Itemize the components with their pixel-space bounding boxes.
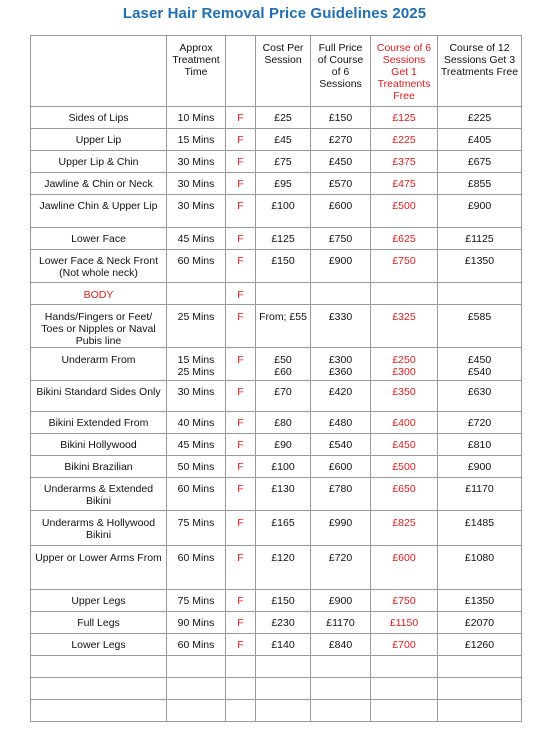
cell-cost <box>256 656 311 678</box>
cell-time: 60 Mins <box>167 478 226 511</box>
table-row <box>31 195 522 228</box>
cell-course-12: £1170 <box>438 478 522 511</box>
cell-area: Jawline Chin & Upper Lip <box>31 195 167 228</box>
cell-area: Lower Face & Neck Front (Not whole neck) <box>31 250 167 283</box>
cell-full-price: £900 <box>311 590 371 612</box>
cell-course-6: £450 <box>371 434 438 456</box>
cell-flag: F <box>226 546 256 590</box>
cell-time: 30 Mins <box>167 381 226 412</box>
cell-course-6: £700 <box>371 634 438 656</box>
table-row <box>31 412 522 434</box>
cell-full-price: £300 £360 <box>311 348 371 381</box>
cell-flag: F <box>226 305 256 348</box>
cell-course-6: £500 <box>371 195 438 228</box>
cell-course-6: £650 <box>371 478 438 511</box>
cell-cost: £80 <box>256 412 311 434</box>
header-area <box>31 36 167 107</box>
cell-cost: £50 £60 <box>256 348 311 381</box>
cell-course-6: £500 <box>371 456 438 478</box>
cell-flag <box>226 678 256 700</box>
cell-time: 60 Mins <box>167 634 226 656</box>
cell-course-12: £1260 <box>438 634 522 656</box>
header-flag <box>226 36 256 107</box>
cell-full-price: £990 <box>311 511 371 546</box>
cell-time <box>167 700 226 722</box>
cell-full-price: £450 <box>311 151 371 173</box>
header-cost: Cost Per Session <box>256 36 311 107</box>
cell-course-12: £900 <box>438 456 522 478</box>
cell-time: 75 Mins <box>167 511 226 546</box>
cell-full-price: £1170 <box>311 612 371 634</box>
cell-course-6: £750 <box>371 590 438 612</box>
cell-full-price <box>311 656 371 678</box>
cell-cost <box>256 700 311 722</box>
cell-area <box>31 700 167 722</box>
cell-area: Bikini Brazilian <box>31 456 167 478</box>
cell-course-12: £630 <box>438 381 522 412</box>
cell-time: 75 Mins <box>167 590 226 612</box>
cell-time: 50 Mins <box>167 456 226 478</box>
cell-full-price: £540 <box>311 434 371 456</box>
table-row <box>31 634 522 656</box>
cell-area: Lower Legs <box>31 634 167 656</box>
header-course-12: Course of 12 Sessions Get 3 Treatments Free <box>438 36 522 107</box>
page-title: Laser Hair Removal Price Guidelines 2025 <box>122 5 427 22</box>
cell-course-6 <box>371 700 438 722</box>
cell-course-12: £720 <box>438 412 522 434</box>
cell-course-6 <box>371 283 438 305</box>
cell-course-12: £450 £540 <box>438 348 522 381</box>
cell-course-12: £1350 <box>438 590 522 612</box>
cell-course-12: £855 <box>438 173 522 195</box>
cell-cost: £165 <box>256 511 311 546</box>
cell-flag: F <box>226 173 256 195</box>
cell-full-price: £150 <box>311 107 371 129</box>
cell-area: Underarm From <box>31 348 167 381</box>
cell-cost: £140 <box>256 634 311 656</box>
cell-time: 60 Mins <box>167 250 226 283</box>
cell-cost: £150 <box>256 250 311 283</box>
cell-full-price: £420 <box>311 381 371 412</box>
cell-cost: £90 <box>256 434 311 456</box>
cell-course-12: £1125 <box>438 228 522 250</box>
cell-area: Lower Face <box>31 228 167 250</box>
table-row <box>31 151 522 173</box>
cell-flag <box>226 700 256 722</box>
cell-time: 10 Mins <box>167 107 226 129</box>
table-row <box>31 656 522 678</box>
cell-full-price: £480 <box>311 412 371 434</box>
cell-area: Underarms & Extended Bikini <box>31 478 167 511</box>
cell-course-6 <box>371 678 438 700</box>
cell-course-6: £250 £300 <box>371 348 438 381</box>
cell-area: Full Legs <box>31 612 167 634</box>
cell-area: Jawline & Chin or Neck <box>31 173 167 195</box>
cell-area: Bikini Hollywood <box>31 434 167 456</box>
cell-course-6: £350 <box>371 381 438 412</box>
table-row <box>31 348 522 381</box>
cell-time: 40 Mins <box>167 412 226 434</box>
cell-flag: F <box>226 612 256 634</box>
table-row <box>31 107 522 129</box>
cell-area: Underarms & Hollywood Bikini <box>31 511 167 546</box>
cell-course-6: £125 <box>371 107 438 129</box>
cell-course-6: £625 <box>371 228 438 250</box>
cell-area: Sides of Lips <box>31 107 167 129</box>
cell-course-12 <box>438 656 522 678</box>
cell-cost <box>256 678 311 700</box>
cell-full-price: £720 <box>311 546 371 590</box>
cell-cost: £100 <box>256 456 311 478</box>
cell-time <box>167 656 226 678</box>
table-row <box>31 456 522 478</box>
cell-cost: £150 <box>256 590 311 612</box>
cell-flag <box>226 656 256 678</box>
cell-flag: F <box>226 250 256 283</box>
cell-area: BODY <box>31 283 167 305</box>
table-row <box>31 434 522 456</box>
cell-area: Upper Lip & Chin <box>31 151 167 173</box>
cell-cost: £70 <box>256 381 311 412</box>
cell-area: Upper Legs <box>31 590 167 612</box>
cell-area: Upper Lip <box>31 129 167 151</box>
cell-flag: F <box>226 381 256 412</box>
cell-cost: £120 <box>256 546 311 590</box>
table-row <box>31 381 522 412</box>
table-row <box>31 612 522 634</box>
cell-flag: F <box>226 634 256 656</box>
table-row <box>31 590 522 612</box>
cell-cost: £75 <box>256 151 311 173</box>
cell-flag: F <box>226 107 256 129</box>
table-row <box>31 700 522 722</box>
cell-flag: F <box>226 228 256 250</box>
cell-course-6: £400 <box>371 412 438 434</box>
cell-area: Upper or Lower Arms From <box>31 546 167 590</box>
cell-time: 15 Mins <box>167 129 226 151</box>
cell-course-12: £810 <box>438 434 522 456</box>
cell-course-12: £2070 <box>438 612 522 634</box>
cell-full-price: £750 <box>311 228 371 250</box>
cell-flag: F <box>226 456 256 478</box>
cell-flag: F <box>226 129 256 151</box>
table-row <box>31 283 522 305</box>
cell-area: Bikini Standard Sides Only <box>31 381 167 412</box>
cell-flag: F <box>226 511 256 546</box>
cell-cost: £95 <box>256 173 311 195</box>
cell-flag: F <box>226 283 256 305</box>
cell-time: 90 Mins <box>167 612 226 634</box>
table-row <box>31 173 522 195</box>
cell-full-price <box>311 700 371 722</box>
cell-time: 15 Mins 25 Mins <box>167 348 226 381</box>
cell-course-12 <box>438 283 522 305</box>
cell-time <box>167 678 226 700</box>
cell-course-12: £900 <box>438 195 522 228</box>
cell-time: 30 Mins <box>167 195 226 228</box>
table-header-row <box>31 36 522 107</box>
cell-time: 30 Mins <box>167 173 226 195</box>
cell-flag: F <box>226 195 256 228</box>
cell-flag: F <box>226 412 256 434</box>
cell-flag: F <box>226 151 256 173</box>
cell-flag: F <box>226 434 256 456</box>
cell-full-price: £900 <box>311 250 371 283</box>
price-table <box>30 35 522 722</box>
cell-time: 30 Mins <box>167 151 226 173</box>
table-row <box>31 546 522 590</box>
cell-full-price <box>311 678 371 700</box>
cell-cost <box>256 283 311 305</box>
cell-full-price: £600 <box>311 195 371 228</box>
cell-flag: F <box>226 478 256 511</box>
table-row <box>31 228 522 250</box>
cell-time <box>167 283 226 305</box>
cell-course-6: £225 <box>371 129 438 151</box>
cell-cost: £125 <box>256 228 311 250</box>
cell-course-12 <box>438 700 522 722</box>
cell-time: 60 Mins <box>167 546 226 590</box>
cell-cost: £25 <box>256 107 311 129</box>
cell-course-12: £675 <box>438 151 522 173</box>
cell-full-price: £330 <box>311 305 371 348</box>
header-time: Approx Treatment Time <box>167 36 226 107</box>
cell-course-6: £475 <box>371 173 438 195</box>
cell-full-price: £780 <box>311 478 371 511</box>
header-course-6: Course of 6 Sessions Get 1 Treatments Free <box>371 36 438 107</box>
cell-course-12: £225 <box>438 107 522 129</box>
cell-course-12: £1485 <box>438 511 522 546</box>
cell-course-12: £1350 <box>438 250 522 283</box>
cell-full-price: £570 <box>311 173 371 195</box>
cell-cost: From; £55 <box>256 305 311 348</box>
cell-flag: F <box>226 348 256 381</box>
cell-cost: £130 <box>256 478 311 511</box>
cell-full-price: £600 <box>311 456 371 478</box>
cell-cost: £45 <box>256 129 311 151</box>
cell-area: Hands/Fingers or Feet/ Toes or Nipples or Naval Pubis line <box>31 305 167 348</box>
table-row <box>31 129 522 151</box>
cell-cost: £230 <box>256 612 311 634</box>
cell-course-6: £750 <box>371 250 438 283</box>
cell-flag: F <box>226 590 256 612</box>
cell-course-6 <box>371 656 438 678</box>
cell-area: Bikini Extended From <box>31 412 167 434</box>
cell-course-6: £1150 <box>371 612 438 634</box>
cell-course-12: £1080 <box>438 546 522 590</box>
table-row <box>31 250 522 283</box>
cell-course-6: £375 <box>371 151 438 173</box>
table-row <box>31 511 522 546</box>
cell-course-6: £325 <box>371 305 438 348</box>
table-row <box>31 305 522 348</box>
cell-course-6: £600 <box>371 546 438 590</box>
cell-course-6: £825 <box>371 511 438 546</box>
cell-course-12 <box>438 678 522 700</box>
cell-time: 45 Mins <box>167 228 226 250</box>
cell-full-price <box>311 283 371 305</box>
cell-area <box>31 656 167 678</box>
cell-full-price: £840 <box>311 634 371 656</box>
cell-time: 45 Mins <box>167 434 226 456</box>
cell-time: 25 Mins <box>167 305 226 348</box>
table-row <box>31 678 522 700</box>
cell-course-12: £585 <box>438 305 522 348</box>
table-row <box>31 478 522 511</box>
cell-full-price: £270 <box>311 129 371 151</box>
cell-cost: £100 <box>256 195 311 228</box>
cell-area <box>31 678 167 700</box>
header-full-price: Full Price of Course of 6 Sessions <box>311 36 371 107</box>
cell-course-12: £405 <box>438 129 522 151</box>
